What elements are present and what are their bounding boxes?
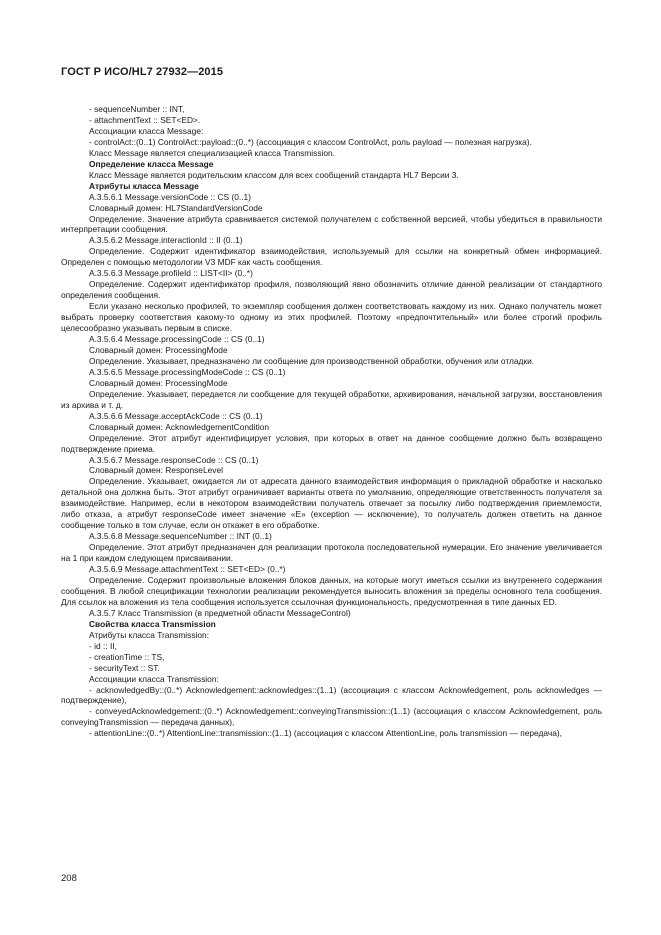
paragraph: Словарный домен: AcknowledgementCondition [89,421,270,432]
paragraph: - creationTime :: TS, [89,651,165,662]
paragraph: Определение. Содержит идентификатор взаимодействия, используемый для ссылки на конкретный обмен информацией. Определен с помощью методологии V3 MDF как часть сообщения. [61,246,602,268]
paragraph: Словарный домен: ProcessingMode [89,344,228,355]
section-heading: Свойства класса Transmission [89,618,216,629]
paragraph: - acknowledgedBy::(0..*) Acknowledgement::acknowledges::(1..1) (ассоциация с классом Acknowledgement, роль acknowledges — подтверждение), [61,684,602,706]
paragraph: Определение. Этот атрибут предназначен для реализации протокола последовательной нумерации. Его значение увеличивается на 1 при каждом следующем присваивании. [61,542,602,564]
paragraph: A.3.5.6.2 Message.interactionId :: II (0..1) [89,235,243,246]
document-body [61,104,602,739]
paragraph: Ассоциации класса Transmission: [89,673,219,684]
paragraph: - sequenceNumber :: INT, [89,104,185,114]
paragraph: - attentionLine::(0..*) AttentionLine::transmission::(1..1) (ассоциация с классом AttentionLine, роль transmission — передача), [89,728,563,739]
paragraph: - id :: II, [89,640,117,651]
paragraph: Словарный домен: ProcessingMode [89,377,228,388]
paragraph: A.3.5.7 Класс Transmission (в предметной области MessageControl) [89,607,351,618]
paragraph: Если указано несколько профилей, то экземпляр сообщения должен соответствовать каждому из них. Однако получатель может выбрать проверку соответствия какому-то одному из этих профилей. Поэтому «предпочтительный» или более строгий профиль целесообразно указывать первым в списке. [61,301,602,334]
paragraph: Определение. Содержит произвольные вложения блоков данных, на которые могут иметься ссылки из внутреннего содержания сообщения. В любой спецификации технологии реализации рекомендуется выносить вложения за пределы основного тела сообщения. Для ссылок на вложения из тела сообщения используется ссылочная функциональность, предусмотренная в типе данных ED. [61,574,602,607]
page-number: 208 [61,873,77,884]
paragraph: - conveyedAcknowledgement::(0..*) Acknowledgement::conveyingTransmission::(1..1) (ассоциация с классом Acknowledgement, роль conveyingTransmission — передача данных), [61,706,602,728]
paragraph: Определение. Содержит идентификатор профиля, позволяющий явно обозначить отличие данной реализации от стандартного определения сообщения. [61,279,602,301]
paragraph: Класс Message является специализацией класса Transmission. [89,147,336,158]
paragraph: Определение. Указывает, предназначено ли сообщение для производственной обработки, обучения или отладки. [89,355,535,366]
document-header: ГОСТ Р ИСО/HL7 27932—2015 [61,66,224,78]
paragraph: - attachmentText :: SET<ED>. [89,114,201,125]
paragraph: A.3.5.6.6 Message.acceptAckCode :: CS (0..1) [89,410,263,421]
paragraph: A.3.5.6.9 Message.attachmentText :: SET<ED> (0..*) [89,564,286,575]
paragraph: A.3.5.6.3 Message.profileId :: LIST<II> (0..*) [89,268,253,279]
paragraph: A.3.5.6.7 Message.responseCode :: CS (0..1) [89,454,259,465]
paragraph: Определение. Этот атрибут идентифицирует условия, при которых в ответ на данное сообщение должно быть возвращено подтверждение приема. [61,432,602,454]
paragraph: Определение. Указывает, ожидается ли от адресата данного взаимодействия информация о прикладной обработке и насколько детальной она должна быть. Этот атрибут ограничивает варианты ответа по умолчанию, определяющие ответственность получателя за взаимодействие. Например, если в некотором взаимодействии получатель отвечает за посылку либо подтверждения приемлемости, либо отказа, а атрибут responseCode имеет значение «E» (exception — исключение), то получатель должен ответить на данное сообщение только в том случае, если он откажет в его обработке. [61,476,602,531]
paragraph: Ассоциации класса Message: [89,125,204,136]
paragraph: Определение. Указывает, передается ли сообщение для текущей обработки, архивирования, начальной загрузки, восстановления из архива и т. д. [61,388,602,410]
paragraph: A.3.5.6.1 Message.versionCode :: CS (0..1) [89,191,251,202]
section-heading: Атрибуты класса Message [89,180,199,191]
paragraph: Атрибуты класса Transmission: [89,629,210,640]
paragraph: Определение. Значение атрибута сравнивается системой получателем с собственной версией, чтобы убедиться в правильности интерпретации сообщения. [61,213,602,235]
paragraph: Словарный домен: ResponseLevel [89,465,223,476]
paragraph: - securityText :: ST. [89,662,160,673]
paragraph: Словарный домен: HL7StandardVersionCode [89,202,263,213]
paragraph: - controlAct::(0..1) ControlAct::payload::(0..*) (ассоциация с классом ControlAct, роль payload — полезная нагрузка). [89,136,532,147]
paragraph: A.3.5.6.4 Message.processingCode :: CS (0..1) [89,334,265,345]
section-heading: Определение класса Message [89,158,214,169]
paragraph: A.3.5.6.5 Message.processingModeCode :: CS (0..1) [89,366,286,377]
paragraph: A.3.5.6.8 Message.sequenceNumber :: INT (0..1) [89,531,272,542]
paragraph: Класс Message является родительским классом для всех сообщений стандарта HL7 Версии 3. [89,169,459,180]
